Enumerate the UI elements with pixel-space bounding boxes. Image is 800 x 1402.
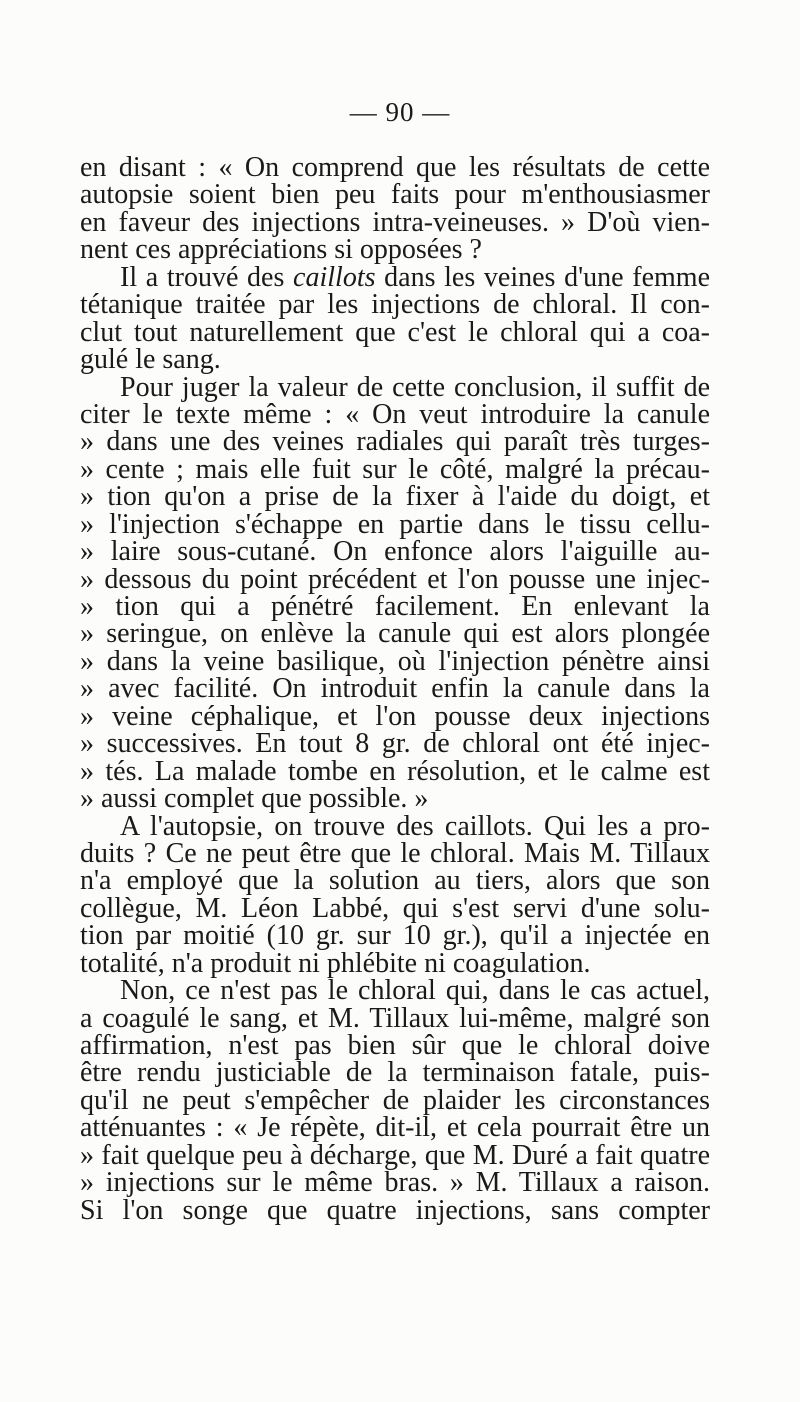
text-line: » tion qu'on a prise de la fixer à l'aide du doigt, et xyxy=(80,481,710,513)
text-line: Si l'on songe que quatre injections, sans compter xyxy=(80,1194,710,1226)
text-line: clut tout naturellement que c'est le chloral qui a coa- xyxy=(80,316,710,348)
text-line: Pour juger la valeur de cette conclusion, il suffit de xyxy=(120,371,710,403)
text-line: nent ces appréciations si opposées ? xyxy=(80,234,482,266)
text-line: » tion qui a pénétré facilement. En enlevant la xyxy=(80,591,710,622)
text-line: totalité, n'a produit ni phlébite ni coagulation. xyxy=(80,947,591,979)
text-line: » dans la veine basilique, où l'injection pénètre ainsi xyxy=(80,645,710,677)
text-line: duits ? Ce ne peut être que le chloral. Mais M. Tillaux xyxy=(80,837,710,869)
text-line: » l'injection s'échappe en partie dans le tissu cellu- xyxy=(80,508,710,540)
text-line: » injections sur le même bras. » M. Tillaux a raison. xyxy=(80,1167,710,1199)
text-line: » veine céphalique, et l'on pousse deux injections xyxy=(80,700,710,732)
text-line: citer le texte même : « On veut introduire la canule xyxy=(80,398,710,430)
text-line: autopsie soient bien peu faits pour m'enthousiasmer xyxy=(80,179,710,211)
text-line: a coagulé le sang, et M. Tillaux lui-même, malgré son xyxy=(80,1002,710,1034)
text-line: » tés. La malade tombe en résolution, et le calme est xyxy=(80,755,710,787)
text-line: qu'il ne peut s'empêcher de plaider les circonstances xyxy=(80,1084,710,1116)
text-segment: Il a trouvé des xyxy=(120,261,294,293)
text-line: » aussi complet que possible. » xyxy=(80,783,429,815)
text-line: en faveur des injections intra-veineuses. » D'où vien- xyxy=(80,206,710,238)
text-line: affirmation, n'est pas bien sûr que le chloral doive xyxy=(80,1030,710,1061)
text-line: tion par moitié (10 gr. sur 10 gr.), qu'il a injectée en xyxy=(80,920,710,952)
text-segment: dans les veines d'une femme xyxy=(375,261,710,293)
text-line: » dessous du point précédent et l'on pousse une injec- xyxy=(80,563,710,595)
text-line: » fait quelque peu à décharge, que M. Duré a fait quatre xyxy=(80,1139,710,1171)
text-line: n'a employé que la solution au tiers, alors que son xyxy=(80,865,710,897)
text-line: » avec facilité. On introduit enfin la canule dans la xyxy=(80,673,710,705)
text-line: » seringue, on enlève la canule qui est alors plongée xyxy=(80,618,710,650)
text-line: tétanique traitée par les injections de chloral. Il con- xyxy=(80,289,710,321)
text-line: atténuantes : « Je répète, dit-il, et cela pourrait être un xyxy=(80,1112,710,1144)
text-line: » successives. En tout 8 gr. de chloral ont été injec- xyxy=(80,728,710,760)
body-text xyxy=(80,154,710,1224)
text-line xyxy=(80,261,710,293)
text-line: » cente ; mais elle fuit sur le côté, malgré la précau- xyxy=(80,453,710,485)
text-line: en disant : « On comprend que les résultats de cette xyxy=(80,152,710,183)
text-line: collègue, M. Léon Labbé, qui s'est servi d'une solu- xyxy=(80,892,710,924)
text-line: Non, ce n'est pas le chloral qui, dans le cas actuel, xyxy=(120,975,710,1007)
text-line: A l'autopsie, on trouve des caillots. Qui les a pro- xyxy=(120,810,710,842)
text-line: être rendu justiciable de la terminaison fatale, puis- xyxy=(80,1057,710,1089)
text-line: gulé le sang. xyxy=(80,344,221,376)
italic-emphasis: caillots xyxy=(293,261,376,293)
page-number: — 90 — xyxy=(349,97,451,127)
text-line: » dans une des veines radiales qui paraît très turges- xyxy=(80,426,710,458)
text-line: » laire sous-cutané. On enfonce alors l'aiguille au- xyxy=(80,536,710,568)
